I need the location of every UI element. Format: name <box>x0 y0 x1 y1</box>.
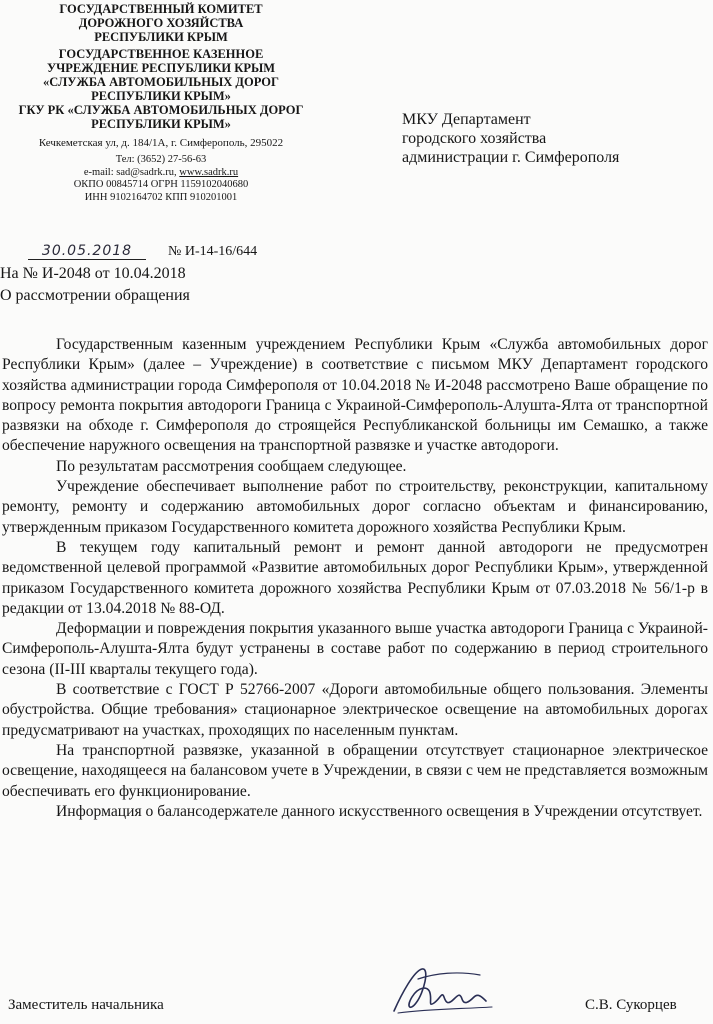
body-paragraph: Государственным казенным учреждением Республики Крым «Служба автомобильных дорог Республики Крым» (далее – Учреждение) в соответствие с письмом МКУ Департамент городского хозяйства администрации города Симферополя от 10.04.2018 № И-2048 рассмотрено Ваше обращение по вопросу ремонта покрытия автодороги Граница с Украиной-Симферополь-Алушта-Ялта от транспортной развязки на обходе г. Симферополя до строящейся Республиканской больницы им Семашко, а также обеспечение наружного освещения на транспортной развязке и участке автодороги. <box>2 336 708 455</box>
institution-line: ГКУ РК «СЛУЖБА АВТОМОБИЛЬНЫХ ДОРОГ <box>18 103 304 117</box>
email: e-mail: sad@sadrk.ru, <box>83 166 177 178</box>
body-paragraph: По результатам рассмотрения сообщаем следующее. <box>56 457 407 475</box>
recipient-line: МКУ Департамент <box>402 111 531 128</box>
institution-line: УЧРЕЖДЕНИЕ РЕСПУБЛИКИ КРЫМ <box>46 61 276 75</box>
institution-line: «СЛУЖБА АВТОМОБИЛЬНЫХ ДОРОГ <box>43 75 279 89</box>
body-paragraph: В текущем году капитальный ремонт и ремонт данной автодороги не предусмотрен ведомственной целевой программой «Развитие автомобильных дорог Республики Крым», утвержденной приказом Государственного комитета дорожного хозяйства Республики Крым от 07.03.2018 № 56/1-р в редакции от 13.04.2018 № 88-ОД. <box>2 538 708 617</box>
signer-name: С.В. Сукорцев <box>585 997 677 1013</box>
phone: Тел: (3652) 27-56-63 <box>115 154 207 165</box>
letter-subject: О рассмотрении обращения <box>0 287 190 304</box>
address: Кечкеметская ул, д. 184/1А, г. Симферополь, 295022 <box>38 137 284 149</box>
letterhead <box>0 2 322 204</box>
recipient-line: администрации г. Симферополя <box>402 149 620 166</box>
registration-line <box>28 243 257 260</box>
committee-line: РЕСПУБЛИКИ КРЫМ <box>94 30 228 44</box>
body-paragraph: В соответствие с ГОСТ Р 52766-2007 «Дороги автомобильные общего пользования. Элементы обустройства. Общие требования» стационарное электрическое освещение на автомобильных дорогах предусматривают на участках, проходящих по населенным пунктам. <box>2 681 708 739</box>
recipient-line: городского хозяйства <box>402 130 547 147</box>
institution-name <box>0 47 322 131</box>
body-paragraph: Учреждение обеспечивает выполнение работ по строительству, реконструкции, капитальному ремонту, ремонту и содержанию автомобильных дорог согласно объектам и финансированию, утвержденным приказом Государственного комитета дорожного хозяйства Республики Крым. <box>2 478 708 536</box>
okpo-ogrn: ОКПО 00845714 ОГРН 1159102040680 <box>73 179 249 190</box>
reply-reference: На № И-2048 от 10.04.2018 <box>0 265 186 282</box>
letter-body <box>2 335 708 822</box>
committee-line: ГОСУДАРСТВЕННЫЙ КОМИТЕТ <box>59 2 263 16</box>
committee-name <box>0 2 322 44</box>
contacts <box>0 154 322 204</box>
recipient-block <box>402 110 619 167</box>
body-paragraph: Информация о балансодержателе данного искусственного освещения в Учреждении отсутствует. <box>56 802 703 820</box>
website-link[interactable]: www.sadrk.ru <box>179 166 239 178</box>
committee-line: ДОРОЖНОГО ХОЗЯЙСТВА <box>78 16 244 30</box>
body-paragraph: Деформации и повреждения покрытия указанного выше участка автодороги Граница с Украиной-Симферополь-Алушта-Ялта будут устранены в составе работ по содержанию в период строительного сезона (II-III кварталы текущего года). <box>2 620 708 678</box>
institution-line: ГОСУДАРСТВЕННОЕ КАЗЕННОЕ <box>58 47 264 61</box>
body-paragraph: На транспортной развязке, указанной в обращении отсутствует стационарное электрическое освещение, находящееся на балансовом учете в Учреждении, в связи с чем не представляется возможным обеспечивать его функционирование. <box>2 741 708 800</box>
institution-line: РЕСПУБЛИКИ КРЫМ» <box>91 89 231 103</box>
outgoing-number: № И-14-16/644 <box>168 244 258 259</box>
handwritten-date: 30.05.2018 <box>28 243 146 260</box>
handwritten-signature <box>388 963 498 1019</box>
signer-position: Заместитель начальника <box>8 997 164 1013</box>
institution-line: РЕСПУБЛИКИ КРЫМ» <box>91 117 231 131</box>
email-line <box>0 167 322 180</box>
inn-kpp: ИНН 9102164702 КПП 910201001 <box>84 191 238 203</box>
